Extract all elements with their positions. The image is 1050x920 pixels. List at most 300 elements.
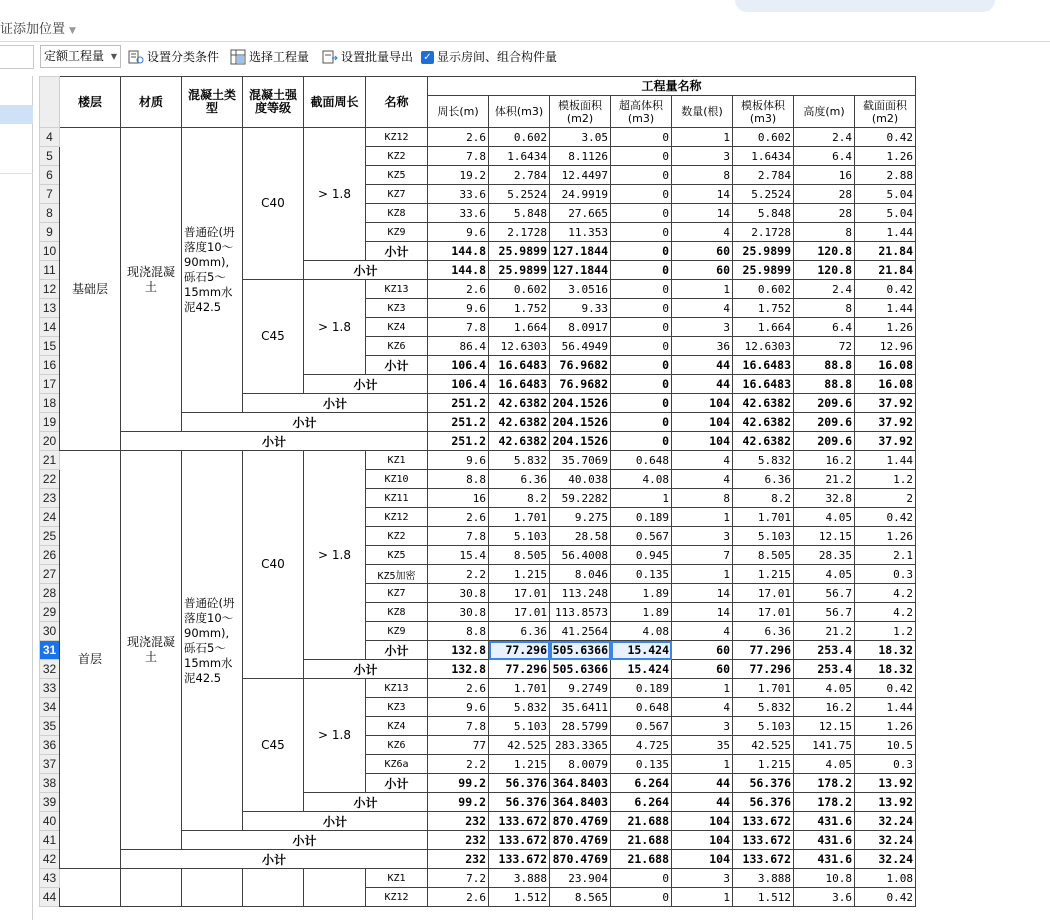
cell-value-8[interactable]: 1.44 (855, 223, 916, 242)
cell-value-7[interactable]: 21.2 (794, 622, 855, 641)
cell-value-6[interactable]: 133.672 (733, 812, 794, 831)
cell-value-7[interactable]: 431.6 (794, 831, 855, 850)
row-number[interactable]: 22 (40, 470, 60, 489)
cell-value-1[interactable]: 30.8 (428, 584, 489, 603)
cell-value-3[interactable]: 283.3365 (550, 736, 611, 755)
component-name[interactable]: KZ10 (366, 470, 428, 489)
cell-value-1[interactable]: 106.4 (428, 356, 489, 375)
cell-value-3[interactable]: 8.0079 (550, 755, 611, 774)
cell-value-1[interactable]: 19.2 (428, 166, 489, 185)
cell-value-5[interactable]: 4 (672, 622, 733, 641)
cell-value-2[interactable]: 77.296 (489, 641, 550, 660)
cell-value-8[interactable]: 4.2 (855, 603, 916, 622)
cell-value-4[interactable]: 4.08 (611, 470, 672, 489)
cell-value-8[interactable]: 0.42 (855, 128, 916, 147)
cell-value-7[interactable]: 16.2 (794, 451, 855, 470)
component-name[interactable]: KZ9 (366, 622, 428, 641)
cell-value-1[interactable]: 9.6 (428, 223, 489, 242)
cell-value-6[interactable]: 5.103 (733, 717, 794, 736)
cell-value-2[interactable]: 5.832 (489, 451, 550, 470)
cell-value-6[interactable]: 1.6434 (733, 147, 794, 166)
cell-value-4[interactable]: 0.567 (611, 717, 672, 736)
select-quantity-button[interactable] (230, 47, 309, 67)
cell-value-7[interactable]: 6.4 (794, 147, 855, 166)
cell-value-4[interactable]: 0 (611, 888, 672, 907)
cell-value-8[interactable]: 0.3 (855, 755, 916, 774)
cell-value-8[interactable]: 0.42 (855, 888, 916, 907)
cell-value-5[interactable]: 60 (672, 261, 733, 280)
cell-value-7[interactable]: 120.8 (794, 242, 855, 261)
component-name[interactable]: KZ11 (366, 489, 428, 508)
cell-value-8[interactable]: 37.92 (855, 432, 916, 451)
cell-value-3[interactable]: 870.4769 (550, 850, 611, 869)
cell-value-8[interactable]: 0.42 (855, 280, 916, 299)
cell-value-1[interactable]: 9.6 (428, 698, 489, 717)
subtotal-label[interactable]: 小计 (366, 641, 428, 660)
cell-value-4[interactable]: 21.688 (611, 850, 672, 869)
cell-value-6[interactable]: 42.525 (733, 736, 794, 755)
cell-value-7[interactable]: 56.7 (794, 584, 855, 603)
cell-value-1[interactable]: 99.2 (428, 774, 489, 793)
cell-value-7[interactable]: 2.4 (794, 280, 855, 299)
cell-value-8[interactable]: 32.24 (855, 831, 916, 850)
component-name[interactable]: KZ5 (366, 166, 428, 185)
cell-value-8[interactable]: 1.44 (855, 451, 916, 470)
row-number[interactable]: 16 (40, 356, 60, 375)
cell-value-3[interactable]: 127.1844 (550, 261, 611, 280)
cell-value-1[interactable]: 251.2 (428, 432, 489, 451)
row-number[interactable]: 25 (40, 527, 60, 546)
cell-value-2[interactable]: 16.6483 (489, 356, 550, 375)
subtotal-label[interactable]: 小计 (366, 774, 428, 793)
cell-value-1[interactable]: 33.6 (428, 204, 489, 223)
cell-value-1[interactable]: 144.8 (428, 242, 489, 261)
cell-value-7[interactable]: 6.4 (794, 318, 855, 337)
cell-value-7[interactable]: 56.7 (794, 603, 855, 622)
cell-strength3[interactable]: C45 (243, 679, 304, 812)
row-number[interactable]: 35 (40, 717, 60, 736)
cell-value-1[interactable]: 106.4 (428, 375, 489, 394)
cell-value-2[interactable]: 17.01 (489, 584, 550, 603)
cell-value-1[interactable]: 33.6 (428, 185, 489, 204)
cell-perim2[interactable]: > 1.8 (304, 451, 366, 660)
row-number[interactable]: 26 (40, 546, 60, 565)
cell-value-3[interactable]: 56.4949 (550, 337, 611, 356)
cell-value-3[interactable]: 35.7069 (550, 451, 611, 470)
cell-value-2[interactable]: 2.1728 (489, 223, 550, 242)
cell-value-5[interactable]: 14 (672, 603, 733, 622)
cell-value-5[interactable]: 4 (672, 451, 733, 470)
cell-value-8[interactable]: 18.32 (855, 660, 916, 679)
cell-value-6[interactable]: 56.376 (733, 793, 794, 812)
cell-value-3[interactable]: 8.1126 (550, 147, 611, 166)
cell-value-4[interactable]: 4.08 (611, 622, 672, 641)
cell-value-6[interactable]: 6.36 (733, 470, 794, 489)
cell-value-3[interactable]: 870.4769 (550, 831, 611, 850)
cell-value-5[interactable]: 60 (672, 242, 733, 261)
cell-value-2[interactable]: 5.848 (489, 204, 550, 223)
cell-value-1[interactable]: 7.8 (428, 527, 489, 546)
cell-value-2[interactable]: 42.525 (489, 736, 550, 755)
cell-value-6[interactable]: 25.9899 (733, 261, 794, 280)
cell-value-7[interactable]: 178.2 (794, 774, 855, 793)
component-name[interactable]: KZ12 (366, 128, 428, 147)
cell-value-8[interactable]: 1.2 (855, 470, 916, 489)
component-name[interactable]: KZ4 (366, 717, 428, 736)
cell-concrete0[interactable]: 普通砼(坍落度10～90mm),砾石5～15mm水泥42.5 (182, 128, 243, 413)
cell-value-6[interactable]: 1.664 (733, 318, 794, 337)
cell-value-4[interactable]: 0 (611, 318, 672, 337)
cell-value-5[interactable]: 1 (672, 508, 733, 527)
cell-value-7[interactable]: 431.6 (794, 812, 855, 831)
component-name[interactable]: KZ1 (366, 451, 428, 470)
cell-value-2[interactable]: 77.296 (489, 660, 550, 679)
cell-value-6[interactable]: 0.602 (733, 128, 794, 147)
cell-floor1[interactable]: 首层 (60, 451, 121, 869)
cell-value-6[interactable]: 1.701 (733, 679, 794, 698)
cell-value-2[interactable]: 133.672 (489, 850, 550, 869)
row-number[interactable]: 28 (40, 584, 60, 603)
cell-value-7[interactable]: 12.15 (794, 527, 855, 546)
cell-value-7[interactable]: 28.35 (794, 546, 855, 565)
cell-value-6[interactable]: 5.103 (733, 527, 794, 546)
cell-value-8[interactable]: 0.3 (855, 565, 916, 584)
row-number[interactable]: 33 (40, 679, 60, 698)
cell-value-2[interactable]: 8.505 (489, 546, 550, 565)
cell-value-6[interactable]: 42.6382 (733, 413, 794, 432)
row-number[interactable]: 34 (40, 698, 60, 717)
cell-value-4[interactable]: 0 (611, 280, 672, 299)
cell-value-6[interactable]: 17.01 (733, 603, 794, 622)
cell-value-2[interactable]: 0.602 (489, 280, 550, 299)
cell-value-3[interactable]: 9.33 (550, 299, 611, 318)
cell-value-8[interactable]: 37.92 (855, 394, 916, 413)
cell-value-4[interactable]: 0 (611, 204, 672, 223)
cell-value-8[interactable]: 32.24 (855, 812, 916, 831)
cell-value-6[interactable]: 16.6483 (733, 356, 794, 375)
cell-value-7[interactable]: 8 (794, 223, 855, 242)
cell-value-6[interactable]: 77.296 (733, 660, 794, 679)
cell-value-6[interactable]: 56.376 (733, 774, 794, 793)
cell-value-5[interactable]: 44 (672, 356, 733, 375)
cell-value-1[interactable]: 7.8 (428, 717, 489, 736)
cell-value-8[interactable]: 1.26 (855, 147, 916, 166)
cell-value-7[interactable]: 141.75 (794, 736, 855, 755)
component-name[interactable]: KZ12 (366, 508, 428, 527)
subtotal-label[interactable]: 小计 (304, 793, 428, 812)
row-number[interactable]: 20 (40, 432, 60, 451)
cell-value-7[interactable]: 209.6 (794, 413, 855, 432)
cell-value-2[interactable]: 56.376 (489, 793, 550, 812)
cell-value-8[interactable]: 5.04 (855, 185, 916, 204)
component-name[interactable]: KZ6a (366, 755, 428, 774)
cell-value-7[interactable]: 4.05 (794, 755, 855, 774)
cell-value-6[interactable]: 1.215 (733, 565, 794, 584)
cell-value-1[interactable]: 2.2 (428, 755, 489, 774)
cell-value-4[interactable]: 0 (611, 356, 672, 375)
cell-value-6[interactable]: 5.848 (733, 204, 794, 223)
cell-value-4[interactable]: 15.424 (611, 660, 672, 679)
cell-value-5[interactable]: 104 (672, 432, 733, 451)
cell-value-4[interactable]: 0 (611, 299, 672, 318)
cell-value-2[interactable]: 1.215 (489, 755, 550, 774)
cell-value-5[interactable]: 1 (672, 565, 733, 584)
cell-value-1[interactable]: 7.2 (428, 869, 489, 888)
cell-value-3[interactable]: 28.58 (550, 527, 611, 546)
row-number[interactable]: 39 (40, 793, 60, 812)
cell-value-1[interactable]: 2.6 (428, 508, 489, 527)
cell-value-3[interactable]: 23.904 (550, 869, 611, 888)
cell-value-2[interactable]: 1.701 (489, 508, 550, 527)
cell-value-3[interactable]: 113.8573 (550, 603, 611, 622)
page-title[interactable]: 证添加位置 ▼ (0, 22, 76, 37)
cell-value-3[interactable]: 9.2749 (550, 679, 611, 698)
cell-value-2[interactable]: 12.6303 (489, 337, 550, 356)
cell-value-1[interactable]: 30.8 (428, 603, 489, 622)
component-name[interactable]: KZ7 (366, 185, 428, 204)
cell-value-6[interactable]: 2.1728 (733, 223, 794, 242)
cell-value-4[interactable]: 0.189 (611, 679, 672, 698)
cell-value-4[interactable]: 0.648 (611, 698, 672, 717)
cell-value-1[interactable]: 232 (428, 850, 489, 869)
component-name[interactable]: KZ3 (366, 299, 428, 318)
cell-value-6[interactable]: 0.602 (733, 280, 794, 299)
cell-value-5[interactable]: 14 (672, 204, 733, 223)
cell-value-7[interactable]: 4.05 (794, 679, 855, 698)
cell-value-1[interactable]: 251.2 (428, 394, 489, 413)
cell-value-4[interactable]: 0.945 (611, 546, 672, 565)
cell-value-8[interactable]: 2.88 (855, 166, 916, 185)
cell-value-8[interactable]: 12.96 (855, 337, 916, 356)
cell-value-5[interactable]: 1 (672, 280, 733, 299)
cell-value-7[interactable]: 28 (794, 204, 855, 223)
cell-value-2[interactable]: 6.36 (489, 622, 550, 641)
left-input-box[interactable] (0, 45, 34, 69)
cell-value-8[interactable]: 2 (855, 489, 916, 508)
show-room-checkbox[interactable] (421, 47, 557, 67)
row-number[interactable]: 29 (40, 603, 60, 622)
cell-value-5[interactable]: 3 (672, 318, 733, 337)
row-number[interactable]: 42 (40, 850, 60, 869)
cell-value-1[interactable]: 15.4 (428, 546, 489, 565)
cell-value-6[interactable]: 1.215 (733, 755, 794, 774)
row-number[interactable]: 43 (40, 869, 60, 888)
cell-perim3[interactable]: > 1.8 (304, 679, 366, 793)
cell-value-3[interactable]: 204.1526 (550, 394, 611, 413)
cell-value-1[interactable]: 8.8 (428, 470, 489, 489)
cell-value-2[interactable]: 1.512 (489, 888, 550, 907)
cell-value-2[interactable]: 5.2524 (489, 185, 550, 204)
component-name[interactable]: KZ9 (366, 223, 428, 242)
cell-value-5[interactable]: 60 (672, 641, 733, 660)
cell-value-1[interactable]: 9.6 (428, 451, 489, 470)
cell-value-1[interactable]: 132.8 (428, 641, 489, 660)
cell-value-6[interactable]: 8.505 (733, 546, 794, 565)
cell-value-2[interactable]: 5.103 (489, 717, 550, 736)
table-row[interactable] (40, 850, 916, 869)
cell-value-5[interactable]: 104 (672, 413, 733, 432)
cell-perim1[interactable]: > 1.8 (304, 280, 366, 375)
cell-value-8[interactable]: 18.32 (855, 641, 916, 660)
cell-value-8[interactable]: 5.04 (855, 204, 916, 223)
cell-value-5[interactable]: 14 (672, 185, 733, 204)
cell-value-6[interactable]: 42.6382 (733, 432, 794, 451)
row-number[interactable]: 10 (40, 242, 60, 261)
cell-value-5[interactable]: 1 (672, 755, 733, 774)
cell-value-8[interactable]: 16.08 (855, 375, 916, 394)
cell-value-6[interactable]: 1.701 (733, 508, 794, 527)
cell-value-2[interactable]: 25.9899 (489, 242, 550, 261)
cell-value-4[interactable]: 0 (611, 185, 672, 204)
row-number[interactable]: 36 (40, 736, 60, 755)
cell-value-4[interactable]: 21.688 (611, 812, 672, 831)
cell-strength4[interactable] (243, 869, 304, 907)
cell-value-6[interactable]: 6.36 (733, 622, 794, 641)
tree-item-selected[interactable] (0, 105, 33, 124)
component-name[interactable]: KZ7 (366, 584, 428, 603)
cell-value-4[interactable]: 1 (611, 489, 672, 508)
cell-concrete2[interactable] (182, 869, 243, 907)
cell-value-3[interactable]: 8.046 (550, 565, 611, 584)
batch-export-button[interactable] (322, 47, 413, 67)
cell-value-7[interactable]: 10.8 (794, 869, 855, 888)
cell-value-1[interactable]: 251.2 (428, 413, 489, 432)
cell-value-2[interactable]: 17.01 (489, 603, 550, 622)
cell-value-7[interactable]: 16 (794, 166, 855, 185)
cell-value-6[interactable]: 1.752 (733, 299, 794, 318)
cell-value-6[interactable]: 2.784 (733, 166, 794, 185)
cell-value-6[interactable]: 5.832 (733, 698, 794, 717)
cell-value-8[interactable]: 0.42 (855, 679, 916, 698)
cell-value-6[interactable]: 133.672 (733, 831, 794, 850)
cell-value-4[interactable]: 0 (611, 432, 672, 451)
cell-value-4[interactable]: 6.264 (611, 793, 672, 812)
cell-value-7[interactable]: 72 (794, 337, 855, 356)
cell-value-3[interactable]: 56.4008 (550, 546, 611, 565)
cell-value-1[interactable]: 99.2 (428, 793, 489, 812)
row-number[interactable]: 15 (40, 337, 60, 356)
quantity-type-select[interactable]: 定额工程量 ▼ (40, 45, 121, 68)
cell-value-1[interactable]: 86.4 (428, 337, 489, 356)
cell-value-7[interactable]: 4.05 (794, 508, 855, 527)
cell-value-6[interactable]: 25.9899 (733, 242, 794, 261)
row-number[interactable]: 30 (40, 622, 60, 641)
table-row[interactable] (40, 869, 916, 888)
row-number[interactable]: 8 (40, 204, 60, 223)
cell-value-1[interactable]: 144.8 (428, 261, 489, 280)
cell-value-3[interactable]: 76.9682 (550, 356, 611, 375)
cell-value-4[interactable]: 1.89 (611, 584, 672, 603)
cell-value-4[interactable]: 0 (611, 869, 672, 888)
cell-value-4[interactable]: 0 (611, 394, 672, 413)
cell-value-4[interactable]: 0 (611, 147, 672, 166)
cell-value-5[interactable]: 44 (672, 774, 733, 793)
row-number[interactable]: 13 (40, 299, 60, 318)
cell-value-3[interactable]: 8.0917 (550, 318, 611, 337)
component-name[interactable]: KZ5 (366, 546, 428, 565)
cell-concrete1[interactable]: 普通砼(坍落度10～90mm),砾石5～15mm水泥42.5 (182, 451, 243, 831)
cell-value-8[interactable]: 4.2 (855, 584, 916, 603)
table-row[interactable] (40, 451, 916, 470)
cell-value-4[interactable]: 21.688 (611, 831, 672, 850)
subtotal-label[interactable]: 小计 (366, 356, 428, 375)
cell-value-3[interactable]: 41.2564 (550, 622, 611, 641)
cell-value-5[interactable]: 1 (672, 679, 733, 698)
component-name[interactable]: KZ6 (366, 337, 428, 356)
row-number[interactable]: 7 (40, 185, 60, 204)
cell-value-5[interactable]: 3 (672, 869, 733, 888)
component-name[interactable]: KZ12 (366, 888, 428, 907)
cell-value-8[interactable]: 37.92 (855, 413, 916, 432)
cell-value-4[interactable]: 0.567 (611, 527, 672, 546)
cell-value-2[interactable]: 133.672 (489, 812, 550, 831)
cell-value-4[interactable]: 0 (611, 375, 672, 394)
row-number[interactable]: 18 (40, 394, 60, 413)
cell-value-2[interactable]: 16.6483 (489, 375, 550, 394)
row-number[interactable]: 9 (40, 223, 60, 242)
cell-value-3[interactable]: 40.038 (550, 470, 611, 489)
cell-value-7[interactable]: 253.4 (794, 660, 855, 679)
cell-value-2[interactable]: 1.752 (489, 299, 550, 318)
cell-value-1[interactable]: 2.6 (428, 888, 489, 907)
cell-value-2[interactable]: 56.376 (489, 774, 550, 793)
cell-value-6[interactable]: 1.512 (733, 888, 794, 907)
cell-material0[interactable]: 现浇混凝土 (121, 128, 182, 432)
row-number[interactable]: 23 (40, 489, 60, 508)
cell-value-3[interactable]: 113.248 (550, 584, 611, 603)
cell-material2[interactable] (121, 869, 182, 907)
cell-value-8[interactable]: 1.08 (855, 869, 916, 888)
component-name[interactable]: KZ5加密 (366, 565, 428, 584)
cell-value-1[interactable]: 132.8 (428, 660, 489, 679)
component-name[interactable]: KZ6 (366, 736, 428, 755)
cell-value-2[interactable]: 8.2 (489, 489, 550, 508)
component-name[interactable]: KZ8 (366, 204, 428, 223)
cell-value-5[interactable]: 4 (672, 470, 733, 489)
cell-value-1[interactable]: 77 (428, 736, 489, 755)
cell-strength2[interactable]: C40 (243, 451, 304, 679)
cell-value-5[interactable]: 3 (672, 147, 733, 166)
component-name[interactable]: KZ3 (366, 698, 428, 717)
cell-value-4[interactable]: 0 (611, 337, 672, 356)
cell-value-3[interactable]: 24.9919 (550, 185, 611, 204)
cell-value-2[interactable]: 3.888 (489, 869, 550, 888)
cell-value-3[interactable]: 35.6411 (550, 698, 611, 717)
component-name[interactable]: KZ1 (366, 869, 428, 888)
cell-value-4[interactable]: 15.424 (611, 641, 672, 660)
table-row[interactable] (40, 432, 916, 451)
row-number[interactable]: 21 (40, 451, 60, 470)
row-number[interactable]: 4 (40, 128, 60, 147)
cell-value-7[interactable]: 209.6 (794, 432, 855, 451)
cell-value-7[interactable]: 253.4 (794, 641, 855, 660)
component-name[interactable]: KZ2 (366, 527, 428, 546)
cell-value-6[interactable]: 5.832 (733, 451, 794, 470)
row-number[interactable]: 41 (40, 831, 60, 850)
cell-value-3[interactable]: 12.4497 (550, 166, 611, 185)
cell-value-1[interactable]: 9.6 (428, 299, 489, 318)
cell-value-2[interactable]: 42.6382 (489, 432, 550, 451)
cell-value-4[interactable]: 0 (611, 128, 672, 147)
cell-value-2[interactable]: 42.6382 (489, 394, 550, 413)
cell-value-1[interactable]: 16 (428, 489, 489, 508)
cell-value-3[interactable]: 3.05 (550, 128, 611, 147)
cell-value-7[interactable]: 431.6 (794, 850, 855, 869)
cell-value-8[interactable]: 10.5 (855, 736, 916, 755)
cell-value-5[interactable]: 7 (672, 546, 733, 565)
subtotal-label[interactable]: 小计 (304, 261, 428, 280)
cell-value-8[interactable]: 32.24 (855, 850, 916, 869)
